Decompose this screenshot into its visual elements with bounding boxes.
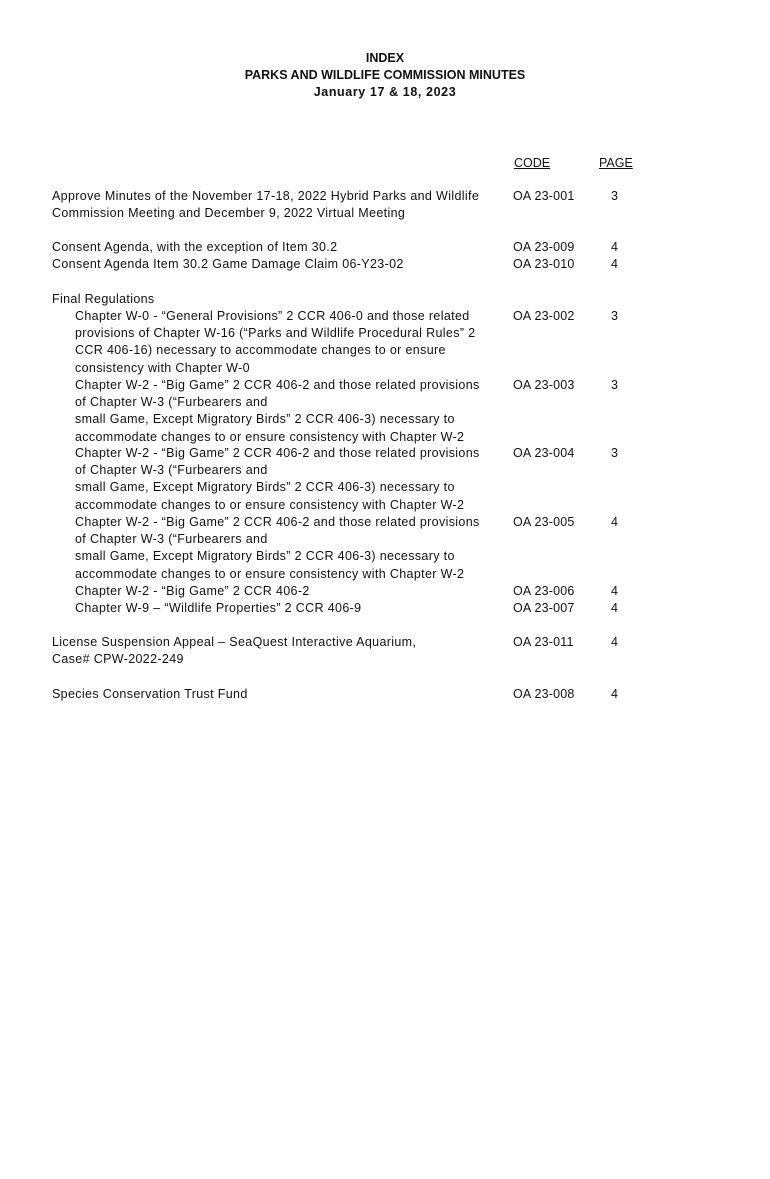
entry-description: Chapter W-2 - “Big Game” 2 CCR 406-2 (75, 584, 310, 598)
entry-page: 4 (611, 584, 619, 598)
index-title: INDEX (365, 51, 405, 65)
entry-description: Final Regulations (52, 292, 155, 306)
entry-description: Species Conservation Trust Fund (52, 687, 248, 701)
entry-description: Consent Agenda, with the exception of Item 30.2 (52, 240, 338, 254)
entry-description: Chapter W-2 - “Big Game” 2 CCR 406-2 and those related provisions of Chapter W-3 (“Furbearers and small Game, Except Migratory Birds” 2 CCR 406-3) necessary to accommodate changes to or ensure consistency with Chapter W-2 (75, 378, 480, 444)
entry-description: Chapter W-2 - “Big Game” 2 CCR 406-2 and those related provisions of Chapter W-3 (“Furbearers and small Game, Except Migratory Birds” 2 CCR 406-3) necessary to accommodate changes to or ensure consistency with Chapter W-2 (75, 446, 480, 512)
code-column-header: CODE (514, 156, 551, 170)
entry-code: OA 23-001 (513, 189, 575, 203)
entry-description: License Suspension Appeal – SeaQuest Interactive Aquarium, Case# CPW-2022-249 (52, 635, 417, 667)
entry-code: OA 23-010 (513, 257, 575, 271)
entry-description: Consent Agenda Item 30.2 Game Damage Claim 06-Y23-02 (52, 257, 404, 271)
entry-page: 4 (611, 601, 619, 615)
meeting-date: January 17 & 18, 2023 (313, 85, 457, 99)
entry-page: 4 (611, 240, 619, 254)
entry-page: 3 (611, 378, 619, 392)
entry-page: 3 (611, 309, 619, 323)
entry-code: OA 23-005 (513, 515, 575, 529)
page-column-header: PAGE (599, 156, 633, 170)
entry-code: OA 23-004 (513, 446, 575, 460)
entry-description: Approve Minutes of the November 17-18, 2022 Hybrid Parks and Wildlife Commission Meeting and December 9, 2022 Virtual Meeting (52, 189, 480, 221)
entry-description: Chapter W-9 – “Wildlife Properties” 2 CCR 406-9 (75, 601, 362, 615)
entry-code: OA 23-009 (513, 240, 575, 254)
entry-page: 3 (611, 446, 619, 460)
entry-description: Chapter W-2 - “Big Game” 2 CCR 406-2 and those related provisions of Chapter W-3 (“Furbearers and small Game, Except Migratory Birds” 2 CCR 406-3) necessary to accommodate changes to or ensure consistency with Chapter W-2 (75, 515, 480, 581)
entry-code: OA 23-006 (513, 584, 575, 598)
entry-page: 4 (611, 257, 619, 271)
entry-code: OA 23-002 (513, 309, 575, 323)
entry-page: 3 (611, 189, 619, 203)
commission-title: PARKS AND WILDLIFE COMMISSION MINUTES (244, 68, 526, 82)
entry-code: OA 23-011 (513, 635, 574, 649)
entry-description: Chapter W-0 - “General Provisions” 2 CCR 406-0 and those related provisions of Chapter W-16 (“Parks and Wildlife Procedural Rules” 2 CCR 406-16) necessary to accommodate changes to or ensure consistency with Chapter W-0 (75, 309, 476, 375)
document-header (0, 50, 770, 101)
entry-code: OA 23-003 (513, 378, 575, 392)
entry-page: 4 (611, 515, 619, 529)
entry-page: 4 (611, 687, 619, 701)
entry-code: OA 23-007 (513, 601, 575, 615)
entry-page: 4 (611, 635, 619, 649)
entry-code: OA 23-008 (513, 687, 575, 701)
